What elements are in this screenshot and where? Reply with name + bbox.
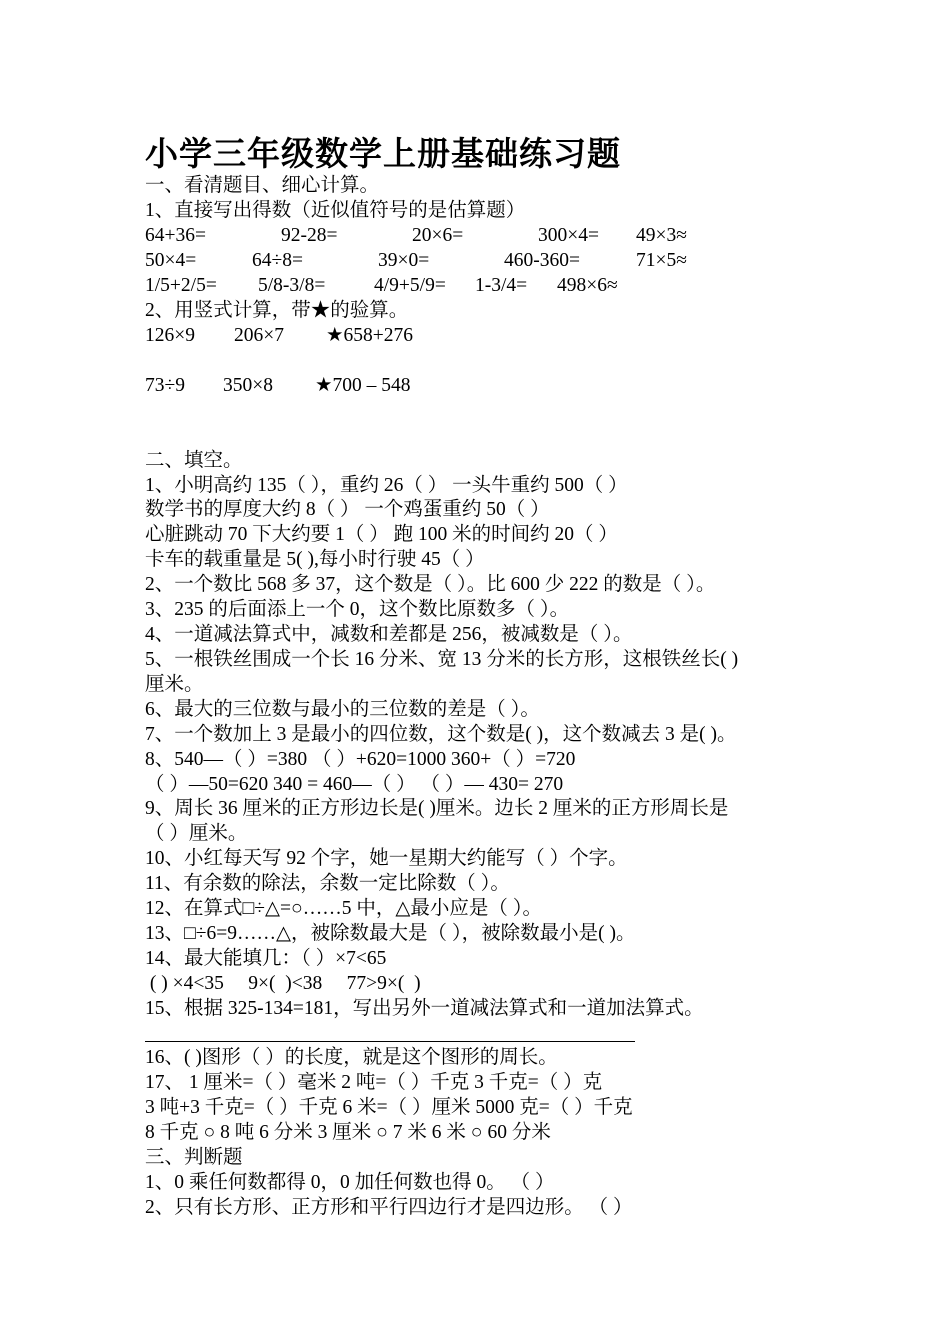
fill-in-line: 8、540—（ ）=380 （ ）+620=1000 360+（ ）=720 [145,749,576,770]
vertical-calc-row-2 [145,374,410,398]
section-heading-calculation: 一、看清题目、细心计算。 [145,175,380,196]
expression: 73÷9 [145,375,185,396]
expression: 64+36= [145,225,206,246]
fill-in-line: 5、一根铁丝围成一个长 16 分米、宽 13 分米的长方形，这根铁丝长( ) [145,649,739,670]
fill-in-line: 3、235 的后面添上一个 0，这个数比原数多（ ）。 [145,599,570,620]
answer-underline [145,1041,635,1042]
expression: 126×9 [145,325,195,346]
fill-in-line: 3 吨+3 千克=（ ）千克 6 米=（ ）厘米 5000 克=（ ）千克 [145,1097,633,1118]
expression: ★658+276 [326,325,413,346]
true-false-line: 1、0 乘任何数都得 0，0 加任何数也得 0。 （ ） [145,1172,555,1193]
section-heading-true-false: 三、判断题 [145,1147,243,1168]
expression: 64÷8= [252,250,303,271]
fill-in-line: 12、在算式□÷△=○……5 中，△最小应是（ ）。 [145,898,542,919]
fill-in-line: 数学书的厚度大约 8（ ） 一个鸡蛋重约 50（ ） [145,499,550,520]
fill-in-line: 10、小红每天写 92 个字，她一星期大约能写（ ）个字。 [145,848,628,869]
mental-math-row-1 [145,224,687,248]
fill-in-line: 心脏跳动 70 下大约要 1（ ） 跑 100 米的时间约 20（ ） [145,524,618,545]
expression: 498×6≈ [557,275,618,296]
fill-in-line: 6、最大的三位数与最小的三位数的差是（ ）。 [145,699,540,720]
expression: 71×5≈ [636,250,687,271]
expression: 5/8-3/8= [258,275,326,296]
fill-in-line: 4、一道减法算式中，减数和差都是 256，被减数是（ ）。 [145,624,633,645]
fill-in-line: 11、有余数的除法，余数一定比除数（ ）。 [145,873,510,894]
mental-math-row-3 [145,274,618,298]
fill-in-line: 8 千克 ○ 8 吨 6 分米 3 厘米 ○ 7 米 6 米 ○ 60 分米 [145,1122,551,1143]
expression: 1/5+2/5= [145,275,217,296]
fill-in-line: 1、小明高约 135（ ），重约 26（ ） 一头牛重约 500（ ） [145,475,628,496]
expression: 460-360= [504,250,580,271]
fill-in-line: （ ）—50=620 340 = 460—（ ） （ ）— 430= 270 [145,774,564,795]
fill-in-line: ( ) ×4<35 9×( )<38 77>9×( ) [145,973,421,994]
mental-math-row-2 [145,249,687,273]
question-2-label: 2、用竖式计算，带★的验算。 [145,300,409,321]
expression: 39×0= [378,250,430,271]
fill-in-line: 13、□÷6=9……△，被除数最大是（ ），被除数最小是( )。 [145,923,636,944]
page-title: 小学三年级数学上册基础练习题 [145,137,621,173]
expression: ★700 – 548 [315,375,411,396]
fill-in-line: 9、周长 36 厘米的正方形边长是( )厘米。边长 2 厘米的正方形周长是 [145,798,729,819]
fill-in-line: 17、 1 厘米=（ ）毫米 2 吨=（ ）千克 3 千克=（ ）克 [145,1072,603,1093]
expression: 92-28= [281,225,338,246]
expression: 206×7 [234,325,284,346]
expression: 20×6= [412,225,464,246]
fill-in-line: 14、最大能填几：（ ）×7<65 [145,948,387,969]
fill-in-line: 15、根据 325-134=181，写出另外一道减法算式和一道加法算式。 [145,998,704,1019]
expression: 50×4= [145,250,197,271]
true-false-line: 2、只有长方形、正方形和平行四边行才是四边形。 （ ） [145,1197,633,1218]
vertical-calc-row-1 [145,324,413,348]
expression: 350×8 [223,375,273,396]
expression: 1-3/4= [475,275,528,296]
expression: 49×3≈ [636,225,687,246]
fill-in-line: 16、( )图形（ ）的长度，就是这个图形的周长。 [145,1047,558,1068]
expression: 300×4= [538,225,599,246]
fill-in-line: 卡车的载重量是 5( ),每小时行驶 45（ ） [145,549,485,570]
fill-in-line: 7、一个数加上 3 是最小的四位数，这个数是( )，这个数减去 3 是( )。 [145,724,737,745]
section-heading-fill-in: 二、填空。 [145,450,243,471]
fill-in-line: 厘米。 [145,674,204,695]
fill-in-line: 2、一个数比 568 多 37，这个数是（ ）。比 600 少 222 的数是（ ）。 [145,574,716,595]
fill-in-line: （ ）厘米。 [145,823,248,844]
expression: 4/9+5/9= [374,275,446,296]
question-1-label: 1、直接写出得数（近似值符号的是估算题） [145,200,526,221]
